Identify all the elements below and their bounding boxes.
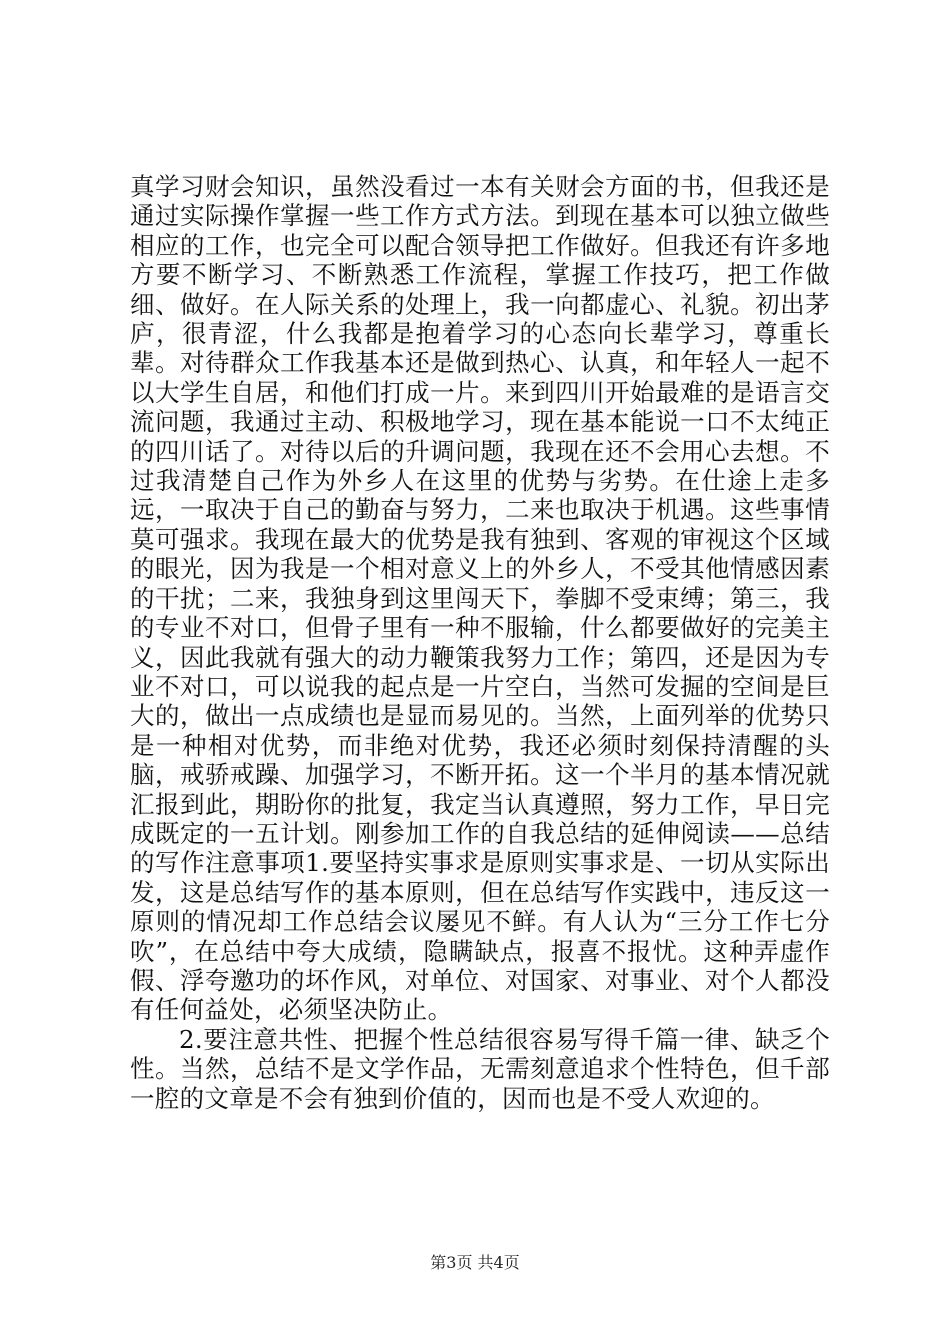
body-paragraph-1: 真学习财会知识，虽然没看过一本有关财会方面的书，但我还是通过实际操作掌握一些工作方式方法。到现在基本可以独立做些相应的工作，也完全可以配合领导把工作做好。但我还有许多地方要不断学习、不断熟悉工作流程，掌握工作技巧，把工作做细、做好。在人际关系的处理上，我一向都虚心、礼貌。初出茅庐，很青涩，什么我都是抱着学习的心态向长辈学习，尊重长辈。对待群众工作我基本还是做到热心、认真，和年轻人一起不以大学生自居，和他们打成一片。来到四川开始最难的是语言交流问题，我通过主动、积极地学习，现在基本能说一口不太纯正的四川话了。对待以后的升调问题，我现在还不会用心去想。不过我清楚自己作为外乡人在这里的优势与劣势。在仕途上走多远，一取决于自己的勤奋与努力，二来也取决于机遇。这些事情莫可强求。我现在最大的优势是我有独到、客观的审视这个区域的眼光，因为我是一个相对意义上的外乡人，不受其他情感因素的干扰；二来，我独身到这里闯天下，拳脚不受束缚；第三，我的专业不对口，但骨子里有一种不服输，什么都要做好的完美主义，因此我就有强大的动力鞭策我努力工作；第四，还是因为专业不对口，可以说我的起点是一片空白，当然可发掘的空间是巨大的，做出一点成绩也是显而易见的。当然，上面列举的优势只是一种相对优势，而非绝对优势，我还必须时刻保持清醒的头脑，戒骄戒躁、加强学习，不断开拓。这一个半月的基本情况就汇报到此，期盼你的批复，我定当认真遵照，努力工作，早日完成既定的一五计划。刚参加工作的自我总结的延伸阅读——总结的写作注意事项1.要坚持实事求是原则实事求是、一切从实际出发，这是总结写作的基本原则，但在总结写作实践中，违反这一原则的情况却工作总结会议屡见不鲜。有人认为“三分工作七分吹”，在总结中夸大成绩，隐瞒缺点，报喜不报忧。这种弄虚作假、浮夸邀功的坏作风，对单位、对国家、对事业、对个人都没有任何益处，必须坚决防止。: [130, 172, 831, 1025]
body-paragraph-2: 2.要注意共性、把握个性总结很容易写得千篇一律、缺乏个性。当然，总结不是文学作品，无需刻意追求个性特色，但千部一腔的文章是不会有独到价值的，因而也是不受人欢迎的。: [130, 1024, 830, 1113]
document-body: [130, 172, 830, 1113]
page-number-footer: 第3页 共4页: [430, 1253, 520, 1272]
